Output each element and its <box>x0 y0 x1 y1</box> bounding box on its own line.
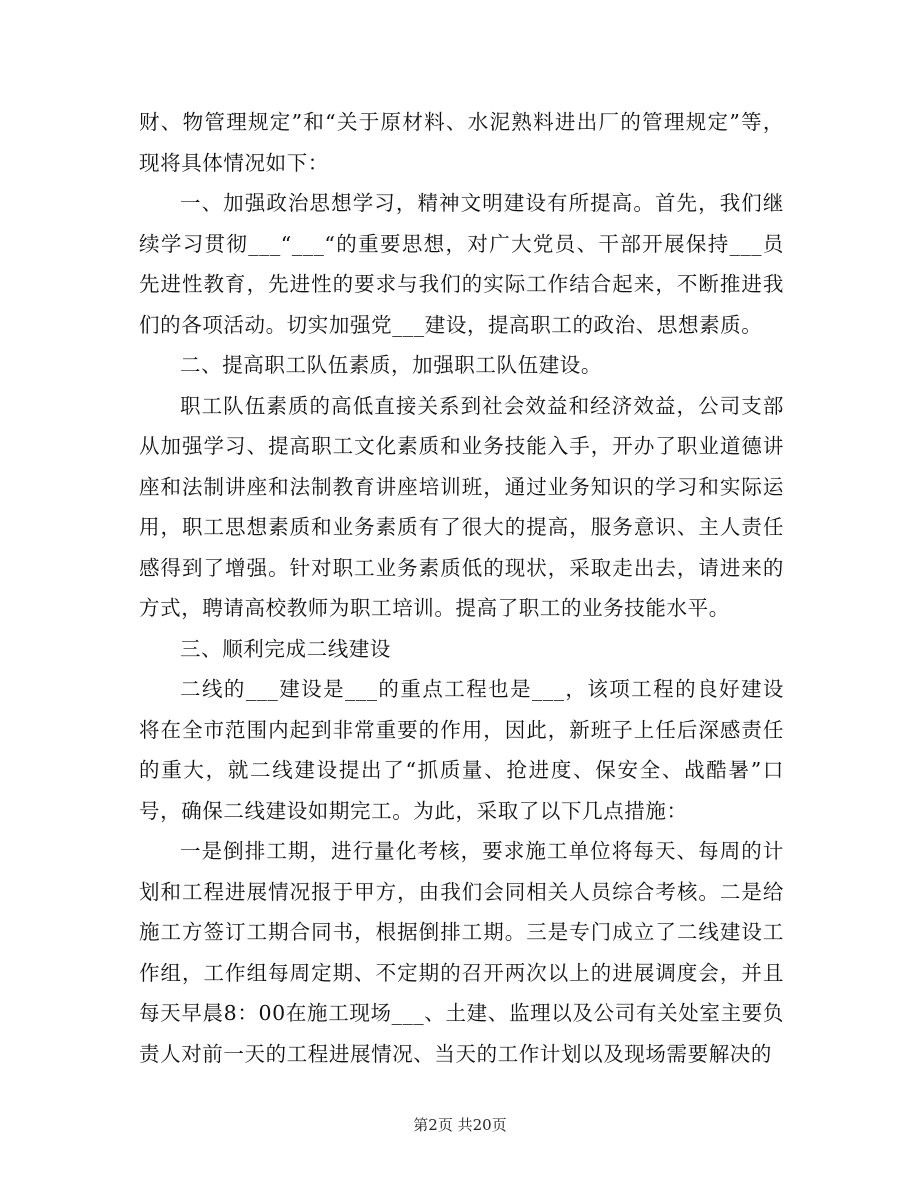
paragraph-section-three-heading: 三、顺利完成二线建设 <box>180 636 391 661</box>
paragraph-section-one: 一、加强政治思想学习，精神文明建设有所提高。首先，我们继续学习贯彻___“___“的重要思想，对广大党员、干部开展保持___员先进性教育，先进性的要求与我们的实际工作结合起来，不断推进我们的各项活动。切实加强党___建设，提高职工的政治、思想素质。 <box>139 191 784 337</box>
paragraph-section-two-heading: 二、提高职工队伍素质，加强职工队伍建设。 <box>180 353 602 377</box>
document-body <box>139 102 784 1074</box>
paragraph-second-line-construction: 二线的___建设是___的重点工程也是___，该项工程的良好建设将在全市范围内起到非常重要的作用，因此，新班子上任后深感责任的重大，就二线建设提出了“抓质量、抢进度、保安全、战酷暑”口号，确保二线建设如期完工。为此，采取了以下几点措施： <box>139 677 784 823</box>
page-number-footer: 第2页 共20页 <box>413 1116 507 1134</box>
paragraph-measures: 一是倒排工期，进行量化考核，要求施工单位将每天、每周的计划和工程进展情况报于甲方，由我们会同相关人员综合考核。二是给施工方签订工期合同书，根据倒排工期。三是专门成立了二线建设工作组，工作组每周定期、不定期的召开两次以上的进展调度会，并且每天早晨8：00在施工现场___、土建、监理以及公司有关处室主要负责人对前一天的工程进展情况、当天的工作计划以及现场需要解决的 <box>139 839 784 1066</box>
paragraph-intro-continuation: 财、物管理规定”和“关于原材料、水泥熟料进出厂的管理规定”等，现将具体情况如下： <box>139 110 784 175</box>
paragraph-staff-quality: 职工队伍素质的高低直接关系到社会效益和经济效益，公司支部从加强学习、提高职工文化素质和业务技能入手，开办了职业道德讲座和法制讲座和法制教育讲座培训班，通过业务知识的学习和实际运用，职工思想素质和业务素质有了很大的提高，服务意识、主人责任感得到了增强。针对职工业务素质低的现状，采取走出去，请进来的方式，聘请高校教师为职工培训。提高了职工的业务技能水平。 <box>139 393 784 620</box>
